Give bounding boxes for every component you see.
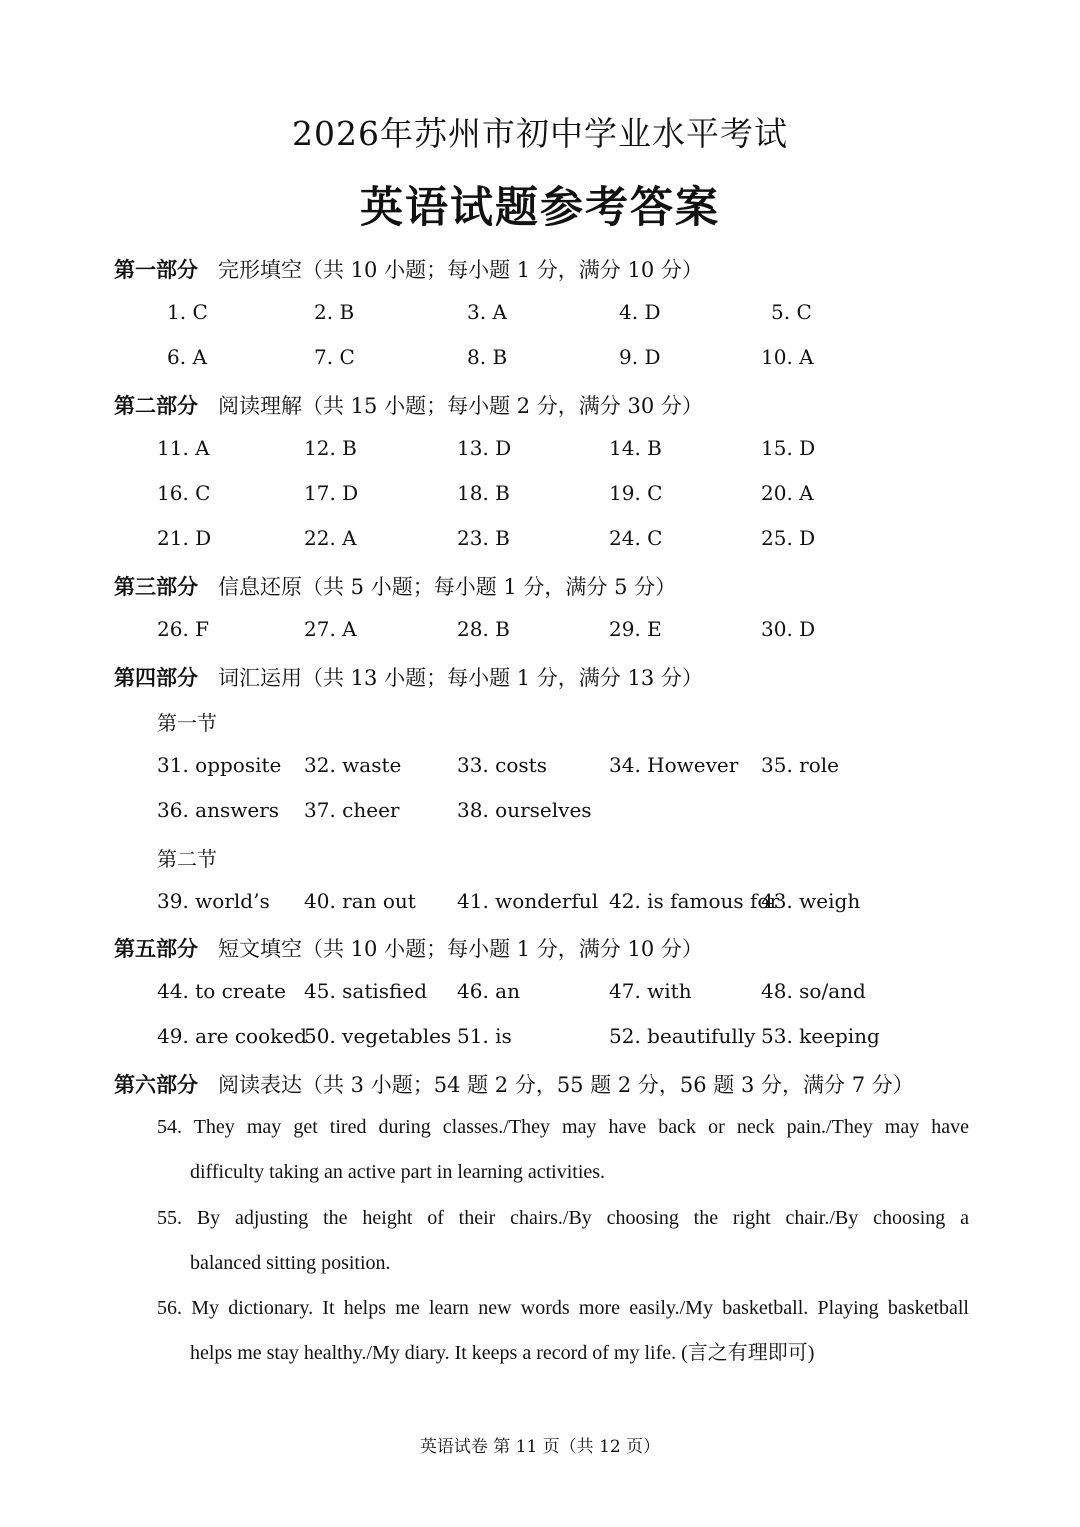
answer-item: 47. with [609, 979, 692, 1003]
answer-row [157, 526, 957, 554]
answer-item: 53. keeping [761, 1024, 880, 1048]
answer-item: 2. B [314, 300, 355, 324]
section-topic: 完形填空 [218, 258, 302, 282]
exam-title: 2026年苏州市初中学业水平考试 [292, 114, 788, 153]
long-answer-55 [157, 1196, 969, 1286]
section-part-label: 第六部分 [114, 1073, 198, 1097]
section-topic: 短文填空 [218, 937, 302, 961]
answer-item: 40. ran out [304, 889, 416, 913]
section-scoring: （共 5 小题；每小题 1 分，满分 5 分） [302, 575, 677, 599]
answer-row [157, 1024, 957, 1052]
section-heading-part4 [114, 662, 703, 692]
answer-item: 16. C [157, 481, 211, 505]
answer-item: 36. answers [157, 798, 280, 822]
answer-row [157, 481, 957, 509]
answer-item: 32. waste [304, 753, 402, 777]
section-heading-part6 [114, 1069, 914, 1099]
answer-item: 52. beautifully [609, 1024, 756, 1048]
section-heading-part5 [114, 933, 703, 963]
answer-item: 38. ourselves [457, 798, 592, 822]
long-answer-line: 56. My dictionary. It helps me learn new words more easily./My basketball. Playing basketball [157, 1297, 969, 1319]
answer-item: 22. A [304, 526, 357, 550]
answer-item: 29. E [609, 617, 662, 641]
answer-item: 41. wonderful [457, 889, 599, 913]
answer-item: 4. D [619, 300, 661, 324]
section-part-label: 第二部分 [114, 394, 198, 418]
answer-item: 44. to create [157, 979, 286, 1003]
answer-item: 26. F [157, 617, 210, 641]
answer-row [157, 300, 957, 328]
answer-item: 43. weigh [761, 889, 861, 913]
section-part-label: 第三部分 [114, 575, 198, 599]
section-part-label: 第五部分 [114, 937, 198, 961]
answer-item: 42. is famous for [609, 889, 780, 913]
answer-item: 12. B [304, 436, 357, 460]
answer-item: 48. so/and [761, 979, 866, 1003]
answer-item: 6. A [167, 345, 207, 369]
answer-item: 15. D [761, 436, 816, 460]
answer-item: 8. B [467, 345, 508, 369]
answer-item: 19. C [609, 481, 663, 505]
answer-item: 37. cheer [304, 798, 400, 822]
answer-item: 17. D [304, 481, 359, 505]
subsection-label: 第二节 [157, 847, 217, 871]
answer-item: 28. B [457, 617, 510, 641]
long-answer-line: 54. They may get tired during classes./They may have back or neck pain./They may have [157, 1116, 969, 1138]
section-heading-part2 [114, 390, 703, 420]
answer-item: 46. an [457, 979, 520, 1003]
answer-row [157, 889, 957, 917]
section-scoring: （共 10 小题；每小题 1 分，满分 10 分） [302, 937, 703, 961]
section-scoring: （共 3 小题；54 题 2 分，55 题 2 分，56 题 3 分，满分 7 分） [302, 1073, 914, 1097]
answer-item: 49. are cooked [157, 1024, 307, 1048]
answer-item: 25. D [761, 526, 816, 550]
answer-item: 50. vegetables [304, 1024, 452, 1048]
answer-item: 11. A [157, 436, 210, 460]
long-answer-line: 55. By adjusting the height of their chairs./By choosing the right chair./By choosing a [157, 1207, 969, 1229]
answer-item: 27. A [304, 617, 357, 641]
answer-item: 34. However [609, 753, 739, 777]
answer-row [157, 617, 957, 645]
long-answer-line: balanced sitting position. [190, 1252, 391, 1274]
answer-item: 21. D [157, 526, 212, 550]
section-topic: 信息还原 [218, 575, 302, 599]
section-heading-part3 [114, 571, 676, 601]
long-answer-54 [157, 1105, 969, 1195]
answer-item: 7. C [314, 345, 355, 369]
answer-item: 13. D [457, 436, 512, 460]
answer-item: 31. opposite [157, 753, 282, 777]
answer-item: 20. A [761, 481, 814, 505]
answer-item: 24. C [609, 526, 663, 550]
answer-item: 1. C [167, 300, 208, 324]
subsection-label: 第一节 [157, 711, 217, 735]
section-scoring: （共 15 小题；每小题 2 分，满分 30 分） [302, 394, 703, 418]
answer-item: 18. B [457, 481, 510, 505]
answer-row [157, 436, 957, 464]
answer-item: 10. A [761, 345, 814, 369]
answer-item: 45. satisfied [304, 979, 428, 1003]
answer-item: 14. B [609, 436, 662, 460]
answer-item: 9. D [619, 345, 661, 369]
section-scoring: （共 13 小题；每小题 1 分，满分 13 分） [302, 666, 703, 690]
answer-row [157, 979, 957, 1007]
answer-item: 39. world’s [157, 889, 270, 913]
answer-item: 30. D [761, 617, 816, 641]
answer-item: 23. B [457, 526, 510, 550]
section-topic: 阅读表达 [218, 1073, 302, 1097]
section-part-label: 第四部分 [114, 666, 198, 690]
answer-item: 3. A [467, 300, 507, 324]
answer-row [157, 753, 957, 781]
long-answer-line: helps me stay healthy./My diary. It keeps a record of my life. (言之有理即可) [190, 1342, 815, 1364]
page-footer: 英语试卷 第 11 页（共 12 页） [419, 1437, 661, 1457]
section-topic: 阅读理解 [218, 394, 302, 418]
answer-item: 51. is [457, 1024, 512, 1048]
long-answer-line: difficulty taking an active part in learning activities. [190, 1161, 606, 1183]
answer-row [157, 345, 957, 373]
answer-key-title: 英语试题参考答案 [360, 183, 720, 233]
answer-row [157, 798, 957, 826]
answer-item: 33. costs [457, 753, 547, 777]
answer-item: 5. C [771, 300, 812, 324]
section-heading-part1 [114, 254, 703, 284]
answer-item: 35. role [761, 753, 839, 777]
section-part-label: 第一部分 [114, 258, 198, 282]
section-scoring: （共 10 小题；每小题 1 分，满分 10 分） [302, 258, 703, 282]
section-topic: 词汇运用 [218, 666, 302, 690]
long-answer-56 [157, 1286, 969, 1376]
